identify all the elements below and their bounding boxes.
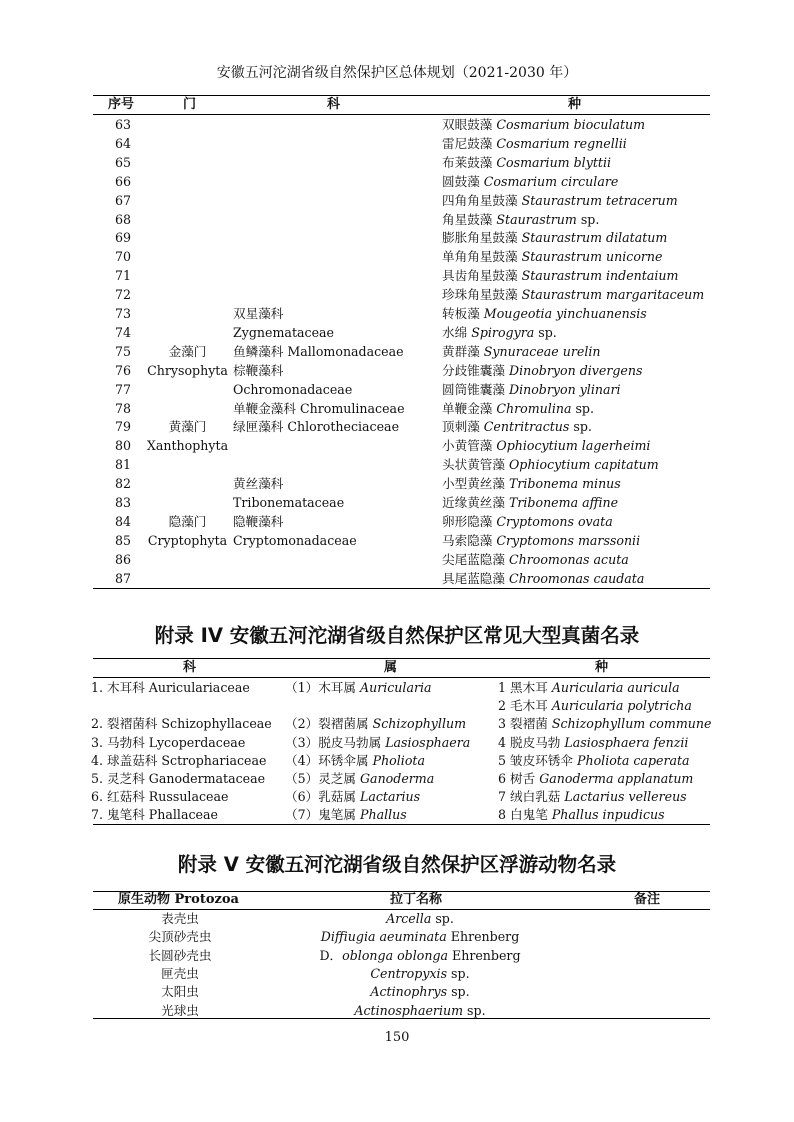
- species-chinese: 5 皱皮环锈伞: [498, 752, 577, 768]
- species-latin: Staurastrum tetracerum: [521, 192, 678, 208]
- fungus-species: [498, 697, 692, 715]
- family-label: 黄丝藻科: [233, 476, 284, 492]
- fungus-genus: [285, 752, 425, 770]
- species-cell: [442, 570, 644, 588]
- fungus-species: [498, 752, 690, 770]
- latin-name: Centropyxis: [370, 965, 448, 981]
- protozoa-latin-name: [300, 910, 540, 928]
- table1-header-family: 科: [327, 97, 341, 112]
- page-header: 安徽五河沱湖省级自然保护区总体规划（2021-2030 年）: [216, 65, 578, 81]
- species-latin: Staurastrum margaritaceum: [521, 287, 705, 303]
- species-chinese: 1 黑木耳: [498, 680, 552, 695]
- family-label: Zygnemataceae: [233, 324, 334, 340]
- species-cell: [442, 324, 557, 342]
- row-number: 86: [114, 551, 132, 567]
- fungus-family: 3. 马勃科 Lycoperdaceae: [91, 734, 246, 750]
- protozoa-latin-name: [300, 983, 540, 1001]
- species-latin: Dinobryon divergens: [508, 362, 643, 378]
- species-latin: Ganoderma applanatum: [539, 771, 694, 786]
- protozoa-chinese-name: 太阳虫: [161, 984, 199, 1000]
- latin-suffix: Ehrenberg: [446, 929, 520, 945]
- fungus-family: 1. 木耳科 Auriculariaceae: [91, 680, 250, 695]
- species-latin: Staurastrum unicorne: [521, 249, 663, 265]
- species-chinese: 7 绒白乳菇: [498, 789, 565, 805]
- genus-latin: Lasiosphaera: [385, 734, 471, 750]
- row-number: 69: [114, 230, 132, 246]
- species-chinese: 雷尼鼓藻: [442, 135, 493, 151]
- species-latin: Auricularia auricula: [551, 680, 680, 695]
- fungus-genus: [285, 734, 470, 752]
- species-chinese: 4 脱皮马勃: [498, 734, 565, 750]
- genus-chinese: （4）环锈伞属: [285, 752, 373, 768]
- latin-name: Actinosphaerium: [354, 1002, 464, 1018]
- species-chinese: 单角角星鼓藻: [442, 249, 518, 265]
- table1-bottom-rule: [93, 588, 710, 589]
- protozoa-chinese-name: 尖顶砂壳虫: [148, 929, 212, 945]
- protozoa-chinese-name: 光球虫: [161, 1002, 199, 1018]
- species-latin: Dinobryon ylinari: [508, 381, 621, 397]
- fungus-species: [498, 734, 688, 752]
- species-latin: Tribonema affine: [508, 495, 619, 510]
- row-number: 87: [114, 570, 132, 586]
- species-cell: [442, 381, 621, 399]
- phylum-label: Xanthophyta: [146, 438, 229, 454]
- table3-header-note: 备注: [634, 892, 661, 907]
- latin-suffix: sp.: [431, 911, 454, 926]
- species-latin: Cosmarium blyttii: [496, 154, 612, 170]
- species-latin: Auricularia polytricha: [551, 698, 692, 714]
- latin-suffix: sp.: [447, 965, 470, 981]
- latin-prefix: D．: [319, 947, 343, 963]
- species-chinese: 单鞭金藻: [442, 400, 493, 416]
- species-suffix: sp.: [534, 324, 557, 340]
- row-number: 66: [114, 173, 132, 189]
- species-chinese: 膨胀角星鼓藻: [442, 230, 518, 246]
- table2-header-family: 科: [183, 660, 197, 675]
- species-latin: Cosmarium bioculatum: [496, 117, 646, 132]
- species-chinese: 6 树舌: [498, 771, 540, 786]
- latin-name: Diffiugia aeuminata: [320, 929, 447, 945]
- table3-header-protozoa: 原生动物 Protozoa: [118, 892, 239, 907]
- species-chinese: 具齿角星鼓藻: [442, 268, 518, 284]
- family-label: 绿匣藻科 Chlorotheciaceae: [233, 419, 400, 435]
- table2-header-genus: 属: [384, 660, 398, 675]
- genus-latin: Lactarius: [360, 789, 421, 805]
- species-latin: Cryptomons ovata: [496, 513, 613, 529]
- family-label: 双星藻科: [233, 306, 284, 321]
- family-label: Tribonemataceae: [233, 495, 345, 510]
- species-chinese: 3 裂褶菌: [498, 716, 552, 732]
- row-number: 72: [114, 287, 132, 303]
- row-number: 84: [114, 513, 132, 529]
- species-cell: [442, 229, 667, 247]
- row-number: 82: [114, 476, 132, 492]
- species-cell: [442, 456, 659, 474]
- species-chinese: 四角角星鼓藻: [442, 192, 518, 208]
- row-number: 83: [114, 495, 132, 510]
- species-cell: [442, 475, 621, 493]
- species-chinese: 卵形隐藻: [442, 513, 493, 529]
- species-cell: [442, 248, 662, 266]
- latin-suffix: sp.: [463, 1002, 486, 1018]
- phylum-label: Cryptophyta: [147, 532, 228, 548]
- protozoa-chinese-name: 匣壳虫: [161, 965, 199, 981]
- species-chinese: 转板藻: [442, 306, 480, 321]
- species-cell: [442, 135, 627, 153]
- species-latin: Mougeotia yinchuanensis: [483, 306, 647, 321]
- species-chinese: 小型黄丝藻: [442, 476, 505, 492]
- family-label: 鱼鳞藻科 Mallomonadaceae: [233, 343, 404, 359]
- species-cell: [442, 343, 601, 361]
- row-number: 77: [114, 381, 132, 397]
- page-number: 150: [384, 1030, 410, 1045]
- row-number: 75: [114, 343, 132, 359]
- row-number: 74: [114, 324, 132, 340]
- table1-header-species: 种: [568, 97, 582, 112]
- species-chinese: 圆鼓藻: [442, 173, 480, 189]
- species-latin: Lactarius vellereus: [564, 789, 687, 805]
- genus-chinese: （6）乳菇属: [285, 789, 360, 805]
- genus-chinese: （2）裂褶菌属: [285, 716, 373, 732]
- genus-latin: Ganoderma: [360, 771, 435, 786]
- species-suffix: sp.: [571, 400, 594, 416]
- species-chinese: 具尾蓝隐藻: [442, 570, 505, 586]
- species-latin: Chroomonas caudata: [508, 570, 645, 586]
- family-label: 隐鞭藻科: [233, 513, 284, 529]
- species-latin: Cosmarium regnellii: [496, 135, 627, 151]
- protozoa-chinese-name: 长圆砂壳虫: [148, 947, 212, 963]
- row-number: 79: [114, 419, 132, 435]
- species-cell: [442, 494, 618, 512]
- species-cell: [442, 437, 650, 455]
- family-label: Ochromonadaceae: [233, 381, 353, 397]
- species-latin: Staurastrum indentaium: [521, 268, 679, 284]
- protozoa-chinese-name: 表壳虫: [161, 911, 199, 926]
- table3-header-latin: 拉丁名称: [390, 892, 443, 907]
- table1-header-phylum: 门: [183, 97, 197, 112]
- row-number: 65: [114, 154, 132, 170]
- family-label: 棕鞭藻科: [233, 362, 284, 378]
- species-latin: Pholiota caperata: [577, 752, 690, 768]
- species-chinese: 双眼鼓藻: [442, 117, 493, 132]
- row-number: 76: [114, 362, 132, 378]
- species-chinese: 头状黄管藻: [442, 457, 505, 473]
- latin-name: Actinophrys: [370, 984, 448, 1000]
- species-chinese: 马索隐藻: [442, 532, 493, 548]
- fungus-species: [498, 806, 665, 824]
- fungus-species: [498, 788, 687, 806]
- row-number: 73: [114, 306, 132, 321]
- species-chinese: 水绵: [442, 324, 468, 340]
- species-chinese: 8 白鬼笔: [498, 807, 552, 823]
- fungus-genus: [285, 788, 420, 806]
- genus-latin: Schizophyllum: [372, 716, 467, 732]
- species-chinese: 圆筒锥囊藻: [442, 381, 505, 397]
- genus-chinese: （1）木耳属: [285, 680, 360, 695]
- species-chinese: 小黄管藻: [442, 438, 493, 454]
- protozoa-latin-name: [300, 947, 540, 965]
- species-chinese: 角星鼓藻: [442, 211, 493, 227]
- row-number: 85: [114, 532, 132, 548]
- table2-header-rule: [93, 677, 710, 678]
- fungus-family: 7. 鬼笔科 Phallaceae: [91, 807, 218, 823]
- row-number: 81: [114, 457, 132, 473]
- species-latin: Lasiosphaera fenzii: [564, 734, 689, 750]
- species-latin: Chroomonas acuta: [508, 551, 629, 567]
- fungus-species: [498, 715, 711, 733]
- species-latin: Cryptomons marssonii: [496, 532, 641, 548]
- row-number: 80: [114, 438, 132, 454]
- species-cell: [442, 173, 618, 191]
- fungus-family: 5. 灵芝科 Ganodermataceae: [91, 771, 266, 786]
- row-number: 64: [114, 135, 132, 151]
- species-latin: Centritractus: [483, 419, 570, 435]
- fungus-genus: [285, 715, 466, 733]
- fungus-family: 6. 红菇科 Russulaceae: [91, 789, 229, 805]
- row-number: 71: [114, 268, 132, 284]
- species-suffix: sp.: [569, 419, 592, 435]
- protozoa-latin-name: [300, 928, 540, 946]
- species-chinese: 尖尾蓝隐藻: [442, 551, 505, 567]
- species-cell: [442, 513, 613, 531]
- family-label: Cryptomonadaceae: [233, 532, 357, 548]
- species-cell: [442, 532, 640, 550]
- genus-chinese: （7）鬼笔属: [285, 807, 360, 823]
- row-number: 78: [114, 400, 132, 416]
- fungus-genus: [285, 679, 432, 697]
- genus-chinese: （5）灵芝属: [285, 771, 360, 786]
- species-latin: Chromulina: [496, 400, 572, 416]
- fungus-species: [498, 679, 680, 697]
- appendix5-title: 附录 V 安徽五河沱湖省级自然保护区浮游动物名录: [177, 853, 617, 876]
- appendix4-title: 附录 IV 安徽五河沱湖省级自然保护区常见大型真菌名录: [154, 624, 640, 647]
- genus-latin: Auricularia: [360, 680, 432, 695]
- row-number: 68: [114, 211, 132, 227]
- phylum-label: Chrysophyta: [147, 362, 228, 378]
- species-cell: [442, 400, 594, 418]
- genus-latin: Phallus: [360, 807, 407, 823]
- species-chinese: 珍珠角星鼓藻: [442, 287, 518, 303]
- species-latin: Tribonema minus: [508, 476, 621, 492]
- latin-suffix: sp.: [447, 984, 470, 1000]
- species-latin: Staurastrum: [496, 211, 577, 227]
- fungus-genus: [285, 806, 407, 824]
- table2-header-species: 种: [595, 660, 609, 675]
- protozoa-latin-name: [300, 965, 540, 983]
- genus-latin: Pholiota: [372, 752, 425, 768]
- row-number: 70: [114, 249, 132, 265]
- species-latin: Ophiocytium lagerheimi: [496, 438, 651, 454]
- species-latin: Spirogyra: [471, 324, 535, 340]
- latin-name: oblonga oblonga: [342, 947, 449, 963]
- species-cell: [442, 551, 629, 569]
- species-chinese: 顶刺藻: [442, 419, 480, 435]
- species-cell: [442, 362, 642, 380]
- row-number: 63: [114, 117, 132, 132]
- species-cell: [442, 418, 592, 436]
- table1-header-no: 序号: [108, 97, 135, 112]
- species-chinese: 分歧锥囊藻: [442, 362, 505, 378]
- protozoa-latin-name: [300, 1002, 540, 1020]
- species-latin: Schizophyllum commune: [551, 716, 712, 732]
- fungus-species: [498, 770, 693, 788]
- phylum-label: 隐藻门: [168, 513, 207, 529]
- species-latin: Synuraceae urelin: [483, 343, 601, 359]
- species-chinese: 黄群藻: [442, 343, 480, 359]
- latin-name: Arcella: [386, 911, 432, 926]
- species-cell: [442, 211, 599, 229]
- species-cell: [442, 286, 704, 304]
- species-cell: [442, 154, 611, 172]
- species-cell: [442, 305, 647, 323]
- species-cell: [442, 267, 678, 285]
- species-chinese: 近缘黄丝藻: [442, 495, 505, 510]
- fungus-family: 4. 球盖菇科 Sctrophariaceae: [91, 752, 267, 768]
- family-label: 单鞭金藻科 Chromulinaceae: [233, 400, 405, 416]
- species-chinese: 2 毛木耳: [498, 698, 552, 714]
- fungus-family: 2. 裂褶菌科 Schizophyllaceae: [91, 716, 272, 732]
- genus-chinese: （3）脱皮马勃属: [285, 734, 386, 750]
- species-suffix: sp.: [576, 211, 600, 227]
- species-latin: Staurastrum dilatatum: [521, 230, 668, 246]
- row-number: 67: [114, 192, 132, 208]
- species-latin: Cosmarium circulare: [483, 173, 619, 189]
- species-chinese: 布莱鼓藻: [442, 154, 493, 170]
- species-cell: [442, 116, 645, 134]
- fungus-genus: [285, 770, 434, 788]
- phylum-label: 黄藻门: [168, 419, 207, 435]
- latin-suffix: Ehrenberg: [448, 947, 521, 963]
- table1-header-rule: [93, 114, 710, 115]
- species-cell: [442, 192, 678, 210]
- species-latin: Phallus inpudicus: [551, 807, 665, 823]
- phylum-label: 金藻门: [168, 343, 207, 359]
- species-latin: Ophiocytium capitatum: [508, 457, 659, 473]
